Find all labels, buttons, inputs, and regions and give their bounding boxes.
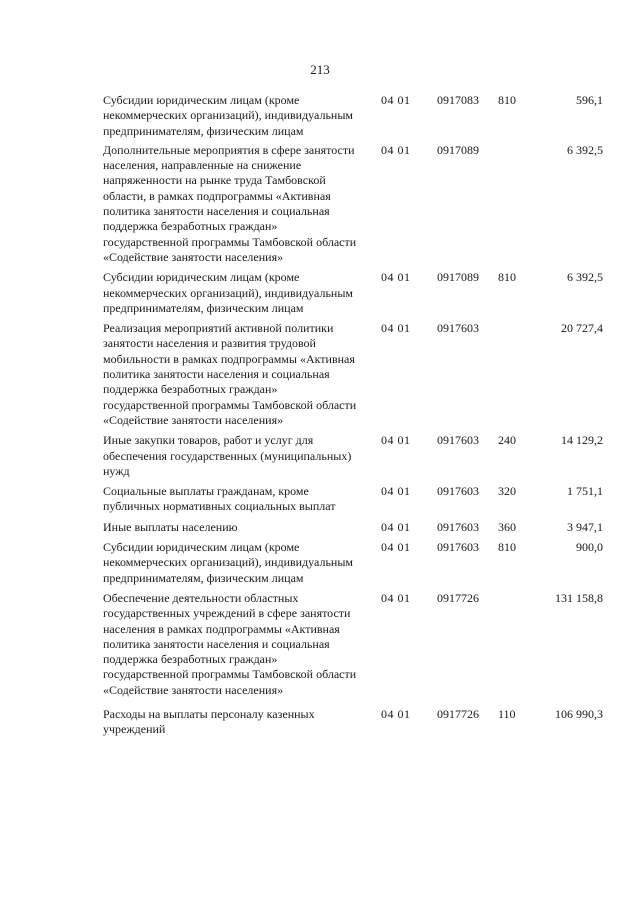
budget-table [103,93,603,738]
row-target-code: 0917089 [437,270,479,285]
row-amount: 131 158,8 [555,590,603,605]
row-name: Реализация мероприятий активной политики занятости населения и развития трудовой мобильности в рамках подпрограммы «Активная политика занятости населения и социальная поддержка безработных граждан» государственной программы Тамбовской области «Содействие занятости населения» [103,321,357,427]
row-section: 04 01 [381,433,411,448]
row-name: Расходы на выплаты персоналу казенных учреждений [103,706,315,737]
row-name: Иные выплаты населению [103,519,238,534]
row-name: Субсидии юридическим лицам (кроме некоммерческих организаций), индивидуальным предпринимателям, физическим лицам [103,93,353,138]
row-expense-type: 110 [498,706,516,721]
table-row [103,707,603,738]
row-section: 04 01 [381,142,411,157]
table-row [103,520,603,535]
row-amount: 14 129,2 [561,433,603,448]
row-target-code: 0917603 [437,433,479,448]
row-section: 04 01 [381,590,411,605]
row-section: 04 01 [381,93,411,107]
row-section: 04 01 [381,321,411,336]
row-name: Социальные выплаты гражданам, кроме публичных нормативных социальных выплат [103,484,336,514]
row-name: Субсидии юридическим лицам (кроме некоммерческих организаций), индивидуальным предпринимателям, физическим лицам [103,270,353,315]
row-section: 04 01 [381,706,411,721]
row-amount: 3 947,1 [567,519,603,534]
row-section: 04 01 [381,484,411,499]
row-target-code: 0917089 [437,142,479,157]
row-expense-type: 810 [498,540,516,555]
row-amount: 1 751,1 [567,484,603,499]
row-target-code: 0917603 [437,540,479,555]
row-amount: 6 392,5 [567,142,603,157]
page-number: 213 [310,62,330,77]
row-amount: 20 727,4 [561,321,603,336]
row-amount: 106 990,3 [555,706,603,721]
row-expense-type: 320 [498,484,516,499]
row-name: Иные закупки товаров, работ и услуг для обеспечения государственных (муниципальных) нужд [103,433,352,478]
table-row [103,540,603,586]
row-expense-type: 240 [498,433,516,448]
row-target-code: 0917726 [437,590,479,605]
row-target-code: 0917603 [437,519,479,534]
row-amount: 596,1 [576,93,603,107]
row-section: 04 01 [381,540,411,555]
row-name: Субсидии юридическим лицам (кроме некоммерческих организаций), индивидуальным предпринимателям, физическим лицам [103,540,353,585]
table-row [103,484,603,515]
row-expense-type: 360 [498,519,516,534]
row-expense-type: 810 [498,93,516,107]
table-row [103,433,603,479]
row-expense-type: 810 [498,270,516,285]
row-target-code: 0917603 [437,484,479,499]
table-row [103,321,603,428]
row-section: 04 01 [381,519,411,534]
table-row [103,93,603,139]
table-row [103,270,603,316]
row-amount: 6 392,5 [567,270,603,285]
row-name: Дополнительные мероприятия в сфере занятости населения, направленные на снижение напряженности на рынке труда Тамбовской области, в рамках подпрограммы «Активная политика занятости населения и социальная поддержка безработных граждан» государственной программы Тамбовской области «Содействие занятости населения» [103,142,357,264]
row-target-code: 0917603 [437,321,479,336]
row-target-code: 0917083 [437,93,479,107]
row-target-code: 0917726 [437,706,479,721]
table-row [103,591,603,698]
row-amount: 900,0 [576,540,603,555]
row-name: Обеспечение деятельности областных государственных учреждений в сфере занятости населения в рамках подпрограммы «Активная политика занятости населения и социальная поддержка безработных граждан» государственной программы Тамбовской области «Содействие занятости населения» [103,590,357,697]
table-row [103,143,603,265]
row-section: 04 01 [381,270,411,285]
